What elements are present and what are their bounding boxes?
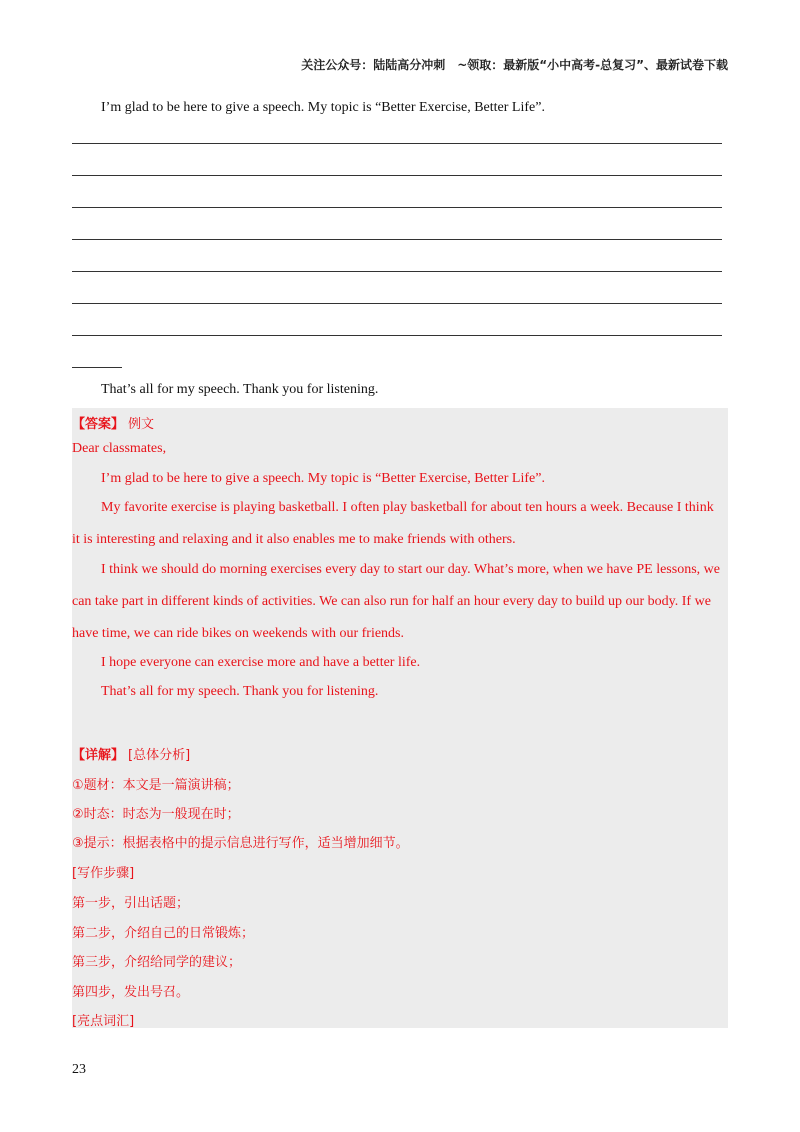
writing-step-3: 第三步，介绍给同学的建议； <box>72 955 242 970</box>
writing-line <box>72 207 722 208</box>
writing-line <box>72 239 722 240</box>
analysis-label: 【详解】 <box>72 748 125 763</box>
speech-closing: That’s all for my speech. Thank you for listening. <box>101 382 379 397</box>
writing-line <box>72 335 722 336</box>
writing-line <box>72 271 722 272</box>
answer-label: 【答案】 <box>72 417 125 432</box>
answer-paragraph-1: I’m glad to be here to give a speech. My topic is “Better Exercise, Better Life”. <box>101 471 545 486</box>
writing-steps-title: [写作步骤] <box>72 866 135 881</box>
answer-paragraph-3-line-2: can take part in different kinds of activities. We can also run for half an hour every day to build up our body. If we <box>72 594 711 609</box>
answer-greeting: Dear classmates, <box>72 441 167 456</box>
answer-paragraph-2-line-2: it is interesting and relaxing and it also enables me to make friends with others. <box>72 532 516 547</box>
vocab-title: [亮点词汇] <box>72 1014 135 1029</box>
page-header: 关注公众号：陆陆高分冲刺 ~领取：最新版“小中高考-总复习”、最新试卷下载 <box>301 58 728 72</box>
answer-paragraph-2-line-1: My favorite exercise is playing basketball. I often play basketball for about ten hours a week. Because I think <box>101 500 714 515</box>
writing-line-short <box>72 367 122 368</box>
writing-step-2: 第二步，介绍自己的日常锻炼； <box>72 926 255 941</box>
writing-step-1: 第一步，引出话题； <box>72 896 190 911</box>
speech-opening: I’m glad to be here to give a speech. My topic is “Better Exercise, Better Life”. <box>101 100 545 115</box>
writing-line <box>72 175 722 176</box>
analysis-label-text: [总体分析] <box>128 748 191 763</box>
writing-line <box>72 143 722 144</box>
writing-step-4: 第四步，发出号召。 <box>72 985 190 1000</box>
answer-paragraph-3-line-1: I think we should do morning exercises every day to start our day. What’s more, when we have PE lessons, we <box>101 562 720 577</box>
answer-paragraph-3-line-3: have time, we can ride bikes on weekends with our friends. <box>72 626 405 641</box>
analysis-item-1: ①题材：本文是一篇演讲稿； <box>72 778 240 793</box>
analysis-item-2: ②时态：时态为一般现在时； <box>72 807 240 822</box>
answer-label-text: 例文 <box>128 417 155 432</box>
writing-line <box>72 303 722 304</box>
answer-paragraph-4: I hope everyone can exercise more and have a better life. <box>101 655 421 670</box>
page-number: 23 <box>72 1062 86 1077</box>
answer-paragraph-5: That’s all for my speech. Thank you for listening. <box>101 684 379 699</box>
analysis-item-3: ③提示：根据表格中的提示信息进行写作，适当增加细节。 <box>72 836 409 851</box>
